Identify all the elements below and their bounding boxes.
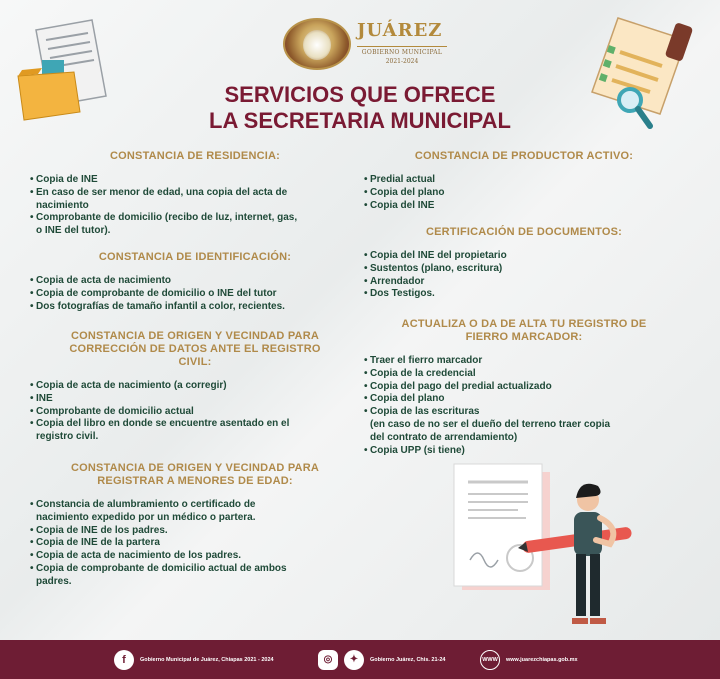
section-title: CONSTANCIA DE ORIGEN Y VECINDAD PARA CORRECCIÓN DE DATOS ANTE EL REGISTRO CIVIL: <box>69 330 321 368</box>
footer-web[interactable] <box>480 640 578 679</box>
section-title: CONSTANCIA DE PRODUCTOR ACTIVO: <box>414 150 634 162</box>
list-item: o INE del tutor). <box>36 225 111 237</box>
requirements-list <box>30 275 360 313</box>
contract-signing-illustration <box>448 460 648 638</box>
section-title: CONSTANCIA DE RESIDENCIA: <box>109 150 280 162</box>
woman-figure <box>572 484 613 624</box>
title-line-2: LA SECRETARIA MUNICIPAL <box>209 108 511 133</box>
list-item: • Comprobante de domicilio actual <box>30 406 360 419</box>
logo-name: JUÁREZ <box>357 20 443 41</box>
facebook-icon[interactable]: f <box>114 650 134 670</box>
list-item: • Copia del libro en donde se encuentre asentado en el <box>30 418 360 431</box>
list-item: • Copia de comprobante de domicilio actual de ambos <box>30 563 360 576</box>
section-constancia-identificacion <box>30 251 360 313</box>
checklist-illustration <box>578 14 698 134</box>
list-item: • Copia del plano <box>364 393 684 406</box>
page-title <box>140 82 580 134</box>
list-item: • Copia de INE de los padres. <box>30 525 360 538</box>
requirements-list <box>30 174 360 238</box>
title-line-1: SERVICIOS QUE OFRECE <box>224 82 496 107</box>
list-item: • Predial actual <box>364 174 684 187</box>
list-item: nacimiento expedido por un médico o partera. <box>36 511 256 523</box>
list-item: • Copia UPP (si tiene) <box>364 445 684 458</box>
section-title: ACTUALIZA O DA DE ALTA TU REGISTRO DE FIERRO MARCADOR: <box>401 318 647 343</box>
requirements-list <box>364 355 684 457</box>
section-origen-correccion <box>30 330 360 444</box>
list-item: del contrato de arrendamiento) <box>370 431 518 443</box>
list-item: • En caso de ser menor de edad, una copia del acta de <box>30 187 360 200</box>
list-item: • Sustentos (plano, escritura) <box>364 263 684 276</box>
list-item: • Copia de acta de nacimiento de los padres. <box>30 550 360 563</box>
list-item: • Copia del INE <box>364 200 684 213</box>
list-item: • Copia del INE del propietario <box>364 250 684 263</box>
list-item: • Copia de las escrituras <box>364 406 684 419</box>
logo-subtitle: GOBIERNO MUNICIPAL <box>357 46 447 56</box>
contract-icon <box>454 464 550 590</box>
list-item: • INE <box>30 393 360 406</box>
list-item: • Constancia de alumbramiento o certificado de <box>30 499 360 512</box>
list-item: • Dos fotografías de tamaño infantil a color, recientes. <box>30 301 360 314</box>
requirements-list <box>364 174 684 212</box>
list-item: (en caso de no ser el dueño del terreno traer copia <box>370 418 611 430</box>
facebook-text: Gobierno Municipal de Juárez, Chiapas 2021 - 2024 <box>140 656 274 663</box>
list-item: • Comprobante de domicilio (recibo de luz, internet, gas, <box>30 212 360 225</box>
section-origen-menores <box>30 462 360 589</box>
footer-facebook[interactable] <box>114 640 274 679</box>
requirements-list <box>364 250 684 301</box>
list-item: padres. <box>36 575 72 587</box>
list-item: • Copia de acta de nacimiento (a corregir) <box>30 380 360 393</box>
web-text[interactable]: www.juarezchiapas.gob.mx <box>506 656 578 663</box>
section-title: CONSTANCIA DE ORIGEN Y VECINDAD PARA REGISTRAR A MENORES DE EDAD: <box>70 462 319 487</box>
requirements-list <box>30 380 360 444</box>
twitter-icon[interactable]: ✦ <box>344 650 364 670</box>
section-productor-activo <box>364 150 684 212</box>
list-item: • Copia de acta de nacimiento <box>30 275 360 288</box>
list-item: • Copia de INE <box>30 174 360 187</box>
section-constancia-residencia <box>30 150 360 238</box>
list-item: • Copia de INE de la partera <box>30 537 360 550</box>
requirements-list <box>30 499 360 589</box>
list-item: nacimiento <box>36 199 89 211</box>
list-item: • Copia del plano <box>364 187 684 200</box>
list-item: • Dos Testigos. <box>364 288 684 301</box>
list-item: • Arrendador <box>364 276 684 289</box>
list-item: • Copia de la credencial <box>364 368 684 381</box>
logo-years: 2021-2024 <box>385 58 419 65</box>
documents-folder-illustration <box>14 16 124 126</box>
list-item: • Traer el fierro marcador <box>364 355 684 368</box>
list-item: • Copia de comprobante de domicilio o INE del tutor <box>30 288 360 301</box>
social-text: Gobierno Juárez, Chis. 21-24 <box>370 656 446 663</box>
web-icon[interactable]: WWW <box>480 650 500 670</box>
footer <box>0 640 720 679</box>
instagram-icon[interactable]: ◎ <box>318 650 338 670</box>
section-fierro-marcador <box>364 318 684 457</box>
list-item: registro civil. <box>36 431 99 443</box>
section-certificacion-documentos <box>364 226 684 301</box>
footer-social[interactable] <box>318 640 446 679</box>
section-title: CERTIFICACIÓN DE DOCUMENTOS: <box>425 226 623 238</box>
municipal-seal <box>283 18 351 70</box>
section-title: CONSTANCIA DE IDENTIFICACIÓN: <box>98 251 292 263</box>
list-item: • Copia del pago del predial actualizado <box>364 381 684 394</box>
municipal-logo <box>283 18 453 74</box>
